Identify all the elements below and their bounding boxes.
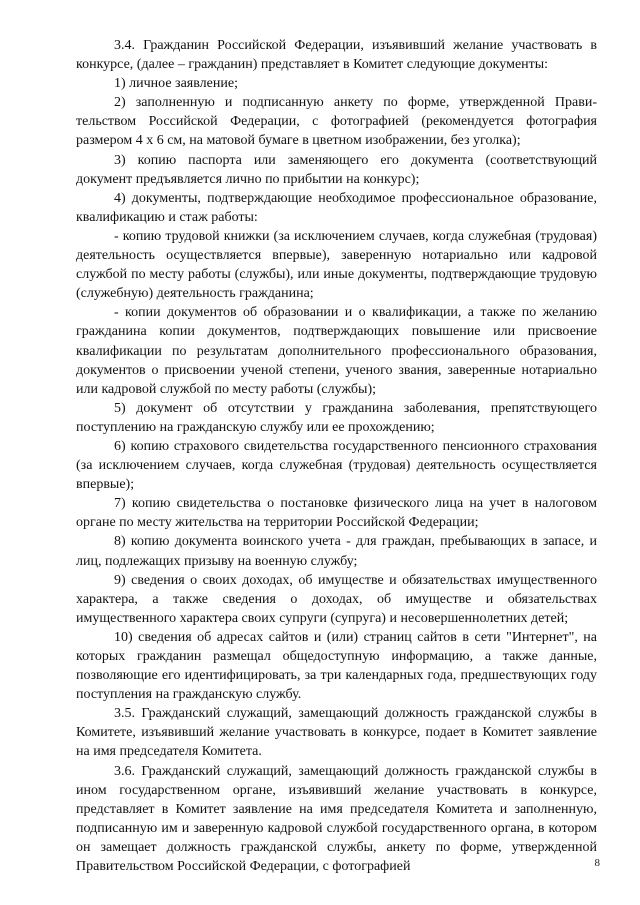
list-item-6: 6) копию страхового свидетельства государственного пенсионного страхования (за исключением случаев, когда служебная (трудовая) деятельность осуществляется впервые); [76,438,597,493]
paragraph-3-5: 3.5. Гражданский служащий, замещающий должность гражданской службы в Комитете, изъявивший желание участвовать в конкурсе, подает в Комитет заявление на имя председателя Комитета. [76,706,597,760]
list-item-5: 5) документ об отсутствии у гражданина заболевания, препятствующего поступлению на гражданскую службу или ее прохождению; [76,400,597,435]
list-item-2: 2) заполненную и подписанную анкету по форме, утвержденной Правительством Российской Федерации, с фотографией (рекомендуется фотография размером 4 х 6 см, на матовой бумаге в цветном изображении, без уголка); [76,95,597,149]
list-item-10: 10) сведения об адресах сайтов и (или) страниц сайтов в сети "Интернет", на которых гражданин размещал общедоступную информацию, а также данные, позволяющие его идентифицировать, за три календарных года, предшествующих году поступления на гражданскую службу. [76,629,597,703]
list-item-3: 3) копию паспорта или заменяющего его документа (соответствующий документ предъявляется лично по прибытии на конкурс); [76,152,597,187]
document-page [76,36,597,876]
list-item-1: 1) личное заявление; [114,76,238,92]
list-item-9: 9) сведения о своих доходах, об имуществе и обязательствах имущественного характера, а также сведения о доходах, об имуществе и обязательствах имущественного характера своих супруги (супруга) и несовершеннолетних детей; [76,572,597,626]
list-item-7: 7) копию свидетельства о постановке физического лица на учет в налоговом органе по месту жительства на территории Российской Федерации; [76,496,597,531]
sub-item-education: - копии документов об образовании и о квалификации, а также по желанию гражданина копии документов, подтверждающих повышение или присвоение квалификации по результатам дополнительного профессионального образования, документов о присвоении ученой степени, ученого звания, заверенные нотариально или кадровой службой по месту работы (службы); [76,305,597,397]
sub-item-work-record: - копию трудовой книжки (за исключением случаев, когда служебная (трудовая) деятельность осуществляется впервые), заверенную нотариально или кадровой службой по месту работы (службы), или иные документы, подтверждающие трудовую (служебную) деятельность гражданина; [76,228,597,302]
paragraph-3-6: 3.6. Гражданский служащий, замещающий должность гражданской службы в ином государственном органе, изъявивший желание участвовать в конкурсе, представляет в Комитет заявление на имя председателя Комитета и заполненную, подписанную им и заверенную кадровой службой государственного органа, в котором он замещает должность гражданской службы, анкету по форме, утвержденной Правительством Российской Федерации, с фотографией [76,763,597,875]
paragraph-3-4: 3.4. Гражданин Российской Федерации, изъявивший желание участвовать в конкурсе, (далее – гражданин) представляет в Комитет следующие документы: [76,38,597,73]
list-item-4: 4) документы, подтверждающие необходимое профессиональное образование, квалификацию и стаж работы: [76,190,597,225]
list-item-8: 8) копию документа воинского учета - для граждан, пребывающих в запасе, и лиц, подлежащих призыву на военную службу; [76,534,597,569]
page-number: 8 [594,857,600,869]
